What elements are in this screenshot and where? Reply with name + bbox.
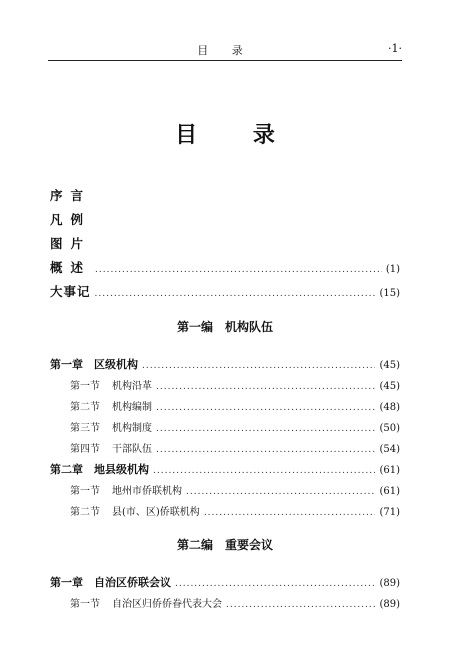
header-title: 目 录 <box>197 44 253 57</box>
section-title: 机构制度 <box>112 423 152 434</box>
section-title: 机构沿革 <box>112 381 152 392</box>
running-header <box>48 40 402 61</box>
leader-dots <box>95 289 376 299</box>
toc-entry-preface[interactable] <box>50 186 400 210</box>
leader-dots <box>156 445 375 455</box>
toc-part-1 <box>50 356 400 524</box>
section-number: 第二节 <box>70 507 100 518</box>
section-title: 干部队伍 <box>112 444 152 455</box>
toc-chapter-label: 第二章 地县级机构 <box>50 463 149 476</box>
toc-chapter[interactable] <box>50 574 400 595</box>
toc-entry-label: 图片 <box>50 236 92 251</box>
toc-section[interactable] <box>50 503 400 524</box>
section-title: 自治区归侨侨眷代表大会 <box>112 599 222 610</box>
toc-section[interactable] <box>50 398 400 419</box>
toc-entry-pictures[interactable] <box>50 234 400 258</box>
toc-part-2 <box>50 574 400 616</box>
toc-chapter-label: 第一章 区级机构 <box>50 358 138 371</box>
leader-dots <box>156 382 375 392</box>
section-number: 第一节 <box>70 599 100 610</box>
toc-page-number: (50) <box>379 423 400 434</box>
toc-entry-label: 概述 <box>50 260 92 275</box>
toc-page-number: (48) <box>379 402 400 413</box>
toc-section[interactable] <box>50 482 400 503</box>
leader-dots <box>156 424 375 434</box>
leader-dots <box>156 403 375 413</box>
toc-page-number: (89) <box>379 599 400 610</box>
section-title: 地州市侨联机构 <box>112 486 182 497</box>
toc-chapter[interactable] <box>50 356 400 377</box>
leader-dots <box>95 265 382 275</box>
toc-section[interactable] <box>50 595 400 616</box>
section-title: 机构编制 <box>112 402 152 413</box>
toc-page-number: (89) <box>379 578 400 589</box>
page-title: 目 录 <box>175 123 299 148</box>
toc-page-number: (45) <box>379 360 400 371</box>
section-number: 第二节 <box>70 402 100 413</box>
leader-dots <box>153 466 375 476</box>
section-number: 第一节 <box>70 486 100 497</box>
section-number: 第四节 <box>70 444 100 455</box>
section-title: 县(市、区)侨联机构 <box>112 507 200 518</box>
toc-page-number: (71) <box>379 507 400 518</box>
toc-entry-label: 凡例 <box>50 212 92 227</box>
part-title: 第一编 机构队伍 <box>176 320 273 334</box>
leader-dots <box>175 579 375 589</box>
toc-entry-guide[interactable] <box>50 210 400 234</box>
toc-entry-overview[interactable] <box>50 258 400 282</box>
part-title: 第二编 重要会议 <box>176 538 273 552</box>
header-page-number: ·1· <box>388 42 402 55</box>
section-number: 第三节 <box>70 423 100 434</box>
toc-page-number: (45) <box>379 381 400 392</box>
leader-dots <box>142 361 375 371</box>
toc-chapter[interactable] <box>50 461 400 482</box>
toc-entry-label: 序言 <box>50 188 92 203</box>
section-number: 第一节 <box>70 381 100 392</box>
toc-page-number: (1) <box>385 264 400 275</box>
toc-page-number: (54) <box>379 444 400 455</box>
toc-page-number: (15) <box>379 288 400 299</box>
leader-dots <box>226 600 375 610</box>
toc-section[interactable] <box>50 377 400 398</box>
toc-chapter-label: 第一章 自治区侨联会议 <box>50 576 171 589</box>
toc-section[interactable] <box>50 419 400 440</box>
toc-entry-chronicle[interactable] <box>50 282 400 306</box>
leader-dots <box>204 508 376 518</box>
leader-dots <box>186 487 375 497</box>
toc-front-matter <box>50 186 400 306</box>
toc-section[interactable] <box>50 440 400 461</box>
toc-page-number: (61) <box>379 486 400 497</box>
toc-page-number: (61) <box>379 465 400 476</box>
toc-entry-label: 大事记 <box>50 284 91 299</box>
